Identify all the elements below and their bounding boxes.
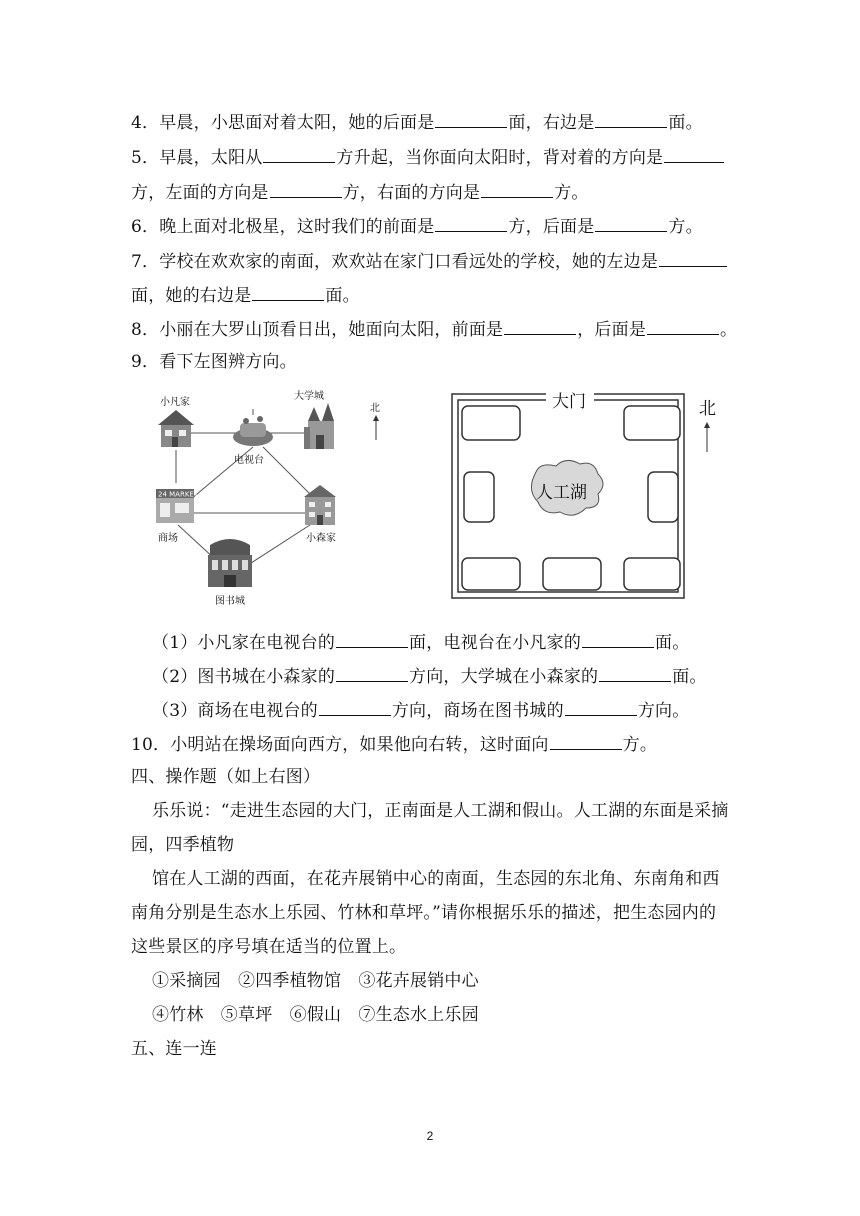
question-5: 5．早晨，太阳从 方升起，当你面向太阳时，背对着的方向是 <box>131 145 725 169</box>
question-6: 6．晚上面对北极星，这时我们的前面是 方，后面是 方。 <box>131 214 703 238</box>
label-xiaofan: 小凡家 <box>160 397 190 408</box>
university-castle-icon <box>304 403 334 449</box>
answer-blank[interactable] <box>595 214 667 232</box>
question-9-1: （1）小凡家在电视台的 面，电视台在小凡家的 面。 <box>152 630 689 654</box>
question-9: 9．看下左图辨方向。 <box>131 352 297 372</box>
question-5-cont: 方，左面的方向是 方，右面的方向是 方。 <box>131 180 589 204</box>
label-xiaosen: 小森家 <box>306 533 336 544</box>
plot-e[interactable] <box>648 472 678 522</box>
question-10: 10．小明站在操场面向西方，如果他向右转，这时面向 方。 <box>131 732 657 756</box>
options-line-1: ①采摘园 ②四季植物馆 ③花卉展销中心 <box>152 971 479 991</box>
answer-blank[interactable] <box>595 110 667 128</box>
plot-sw[interactable] <box>462 558 520 590</box>
paragraph-line: 馆在人工湖的西面，在花卉展销中心的南面，生态园的东北角、东南角和西 <box>152 869 720 889</box>
label-daxue: 大学城 <box>294 391 324 402</box>
plot-s[interactable] <box>543 558 601 590</box>
tv-station-icon <box>233 409 273 446</box>
question-9-2: （2）图书城在小森家的 方向，大学城在小森家的 面。 <box>152 664 707 688</box>
market-icon <box>156 489 199 523</box>
paragraph-line: 南角分别是生态水上乐园、竹林和草坪。”请你根据乐乐的描述，把生态园内的 <box>131 903 717 923</box>
paragraph-line: 园，四季植物 <box>131 835 235 855</box>
answer-blank[interactable] <box>270 180 342 198</box>
answer-blank[interactable] <box>582 630 654 648</box>
book-city-icon <box>208 539 252 587</box>
paragraph-line: 这些景区的序号填在适当的位置上。 <box>131 937 407 957</box>
question-7-cont: 面，她的右边是 面。 <box>131 283 360 307</box>
answer-blank[interactable] <box>659 249 727 267</box>
question-8: 8．小丽在大罗山顶看日出，她面向太阳，前面是 ，后面是 。 <box>131 317 737 341</box>
plot-w[interactable] <box>464 472 494 522</box>
label-north-right: 北 <box>699 399 716 419</box>
question-7: 7．学校在欢欢家的南面，欢欢站在家门口看远处的学校，她的左边是 <box>131 249 728 273</box>
left-direction-map <box>148 385 398 610</box>
answer-blank[interactable] <box>504 317 576 335</box>
label-dianshi: 电视台 <box>234 455 264 466</box>
question-4: 4．早晨，小思面对着太阳，她的后面是 面，右边是 面。 <box>131 110 703 134</box>
answer-blank[interactable] <box>319 698 391 716</box>
answer-blank[interactable] <box>647 317 719 335</box>
options-line-2: ④竹林 ⑤草坪 ⑥假山 ⑦生态水上乐园 <box>152 1005 479 1025</box>
label-tushu: 图书城 <box>215 596 245 607</box>
label-shangchang: 商场 <box>158 533 178 544</box>
answer-blank[interactable] <box>435 214 507 232</box>
lake-label: 人工湖 <box>536 483 587 503</box>
plot-se[interactable] <box>624 558 680 590</box>
xiaofan-house-icon <box>158 410 194 447</box>
answer-blank[interactable] <box>481 180 553 198</box>
market-sign: 24 MARKET <box>158 490 199 499</box>
answer-blank[interactable] <box>263 145 335 163</box>
answer-blank[interactable] <box>252 283 324 301</box>
section-4-heading: 四、操作题（如上右图） <box>131 767 321 787</box>
plot-nw[interactable] <box>462 406 520 440</box>
answer-blank[interactable] <box>435 110 507 128</box>
gate-label: 大门 <box>552 392 586 412</box>
answer-blank[interactable] <box>565 698 637 716</box>
answer-blank[interactable] <box>664 145 724 163</box>
answer-blank[interactable] <box>336 664 408 682</box>
answer-blank[interactable] <box>599 664 671 682</box>
xiaosen-house-icon <box>304 485 336 525</box>
label-north-left: 北 <box>370 403 380 414</box>
north-arrow-icon <box>704 422 710 452</box>
north-arrow-icon <box>373 415 379 440</box>
answer-blank[interactable] <box>550 732 622 750</box>
paragraph-line: 乐乐说：“走进生态园的大门，正南面是人工湖和假山。人工湖的东面是采摘 <box>152 801 729 821</box>
right-eco-park-map <box>448 390 723 602</box>
page-number: 2 <box>426 1129 434 1143</box>
section-5-heading: 五、连一连 <box>131 1039 217 1059</box>
question-9-3: （3）商场在电视台的 方向，商场在图书城的 方向。 <box>152 698 689 722</box>
answer-blank[interactable] <box>336 630 408 648</box>
plot-ne[interactable] <box>624 406 680 440</box>
